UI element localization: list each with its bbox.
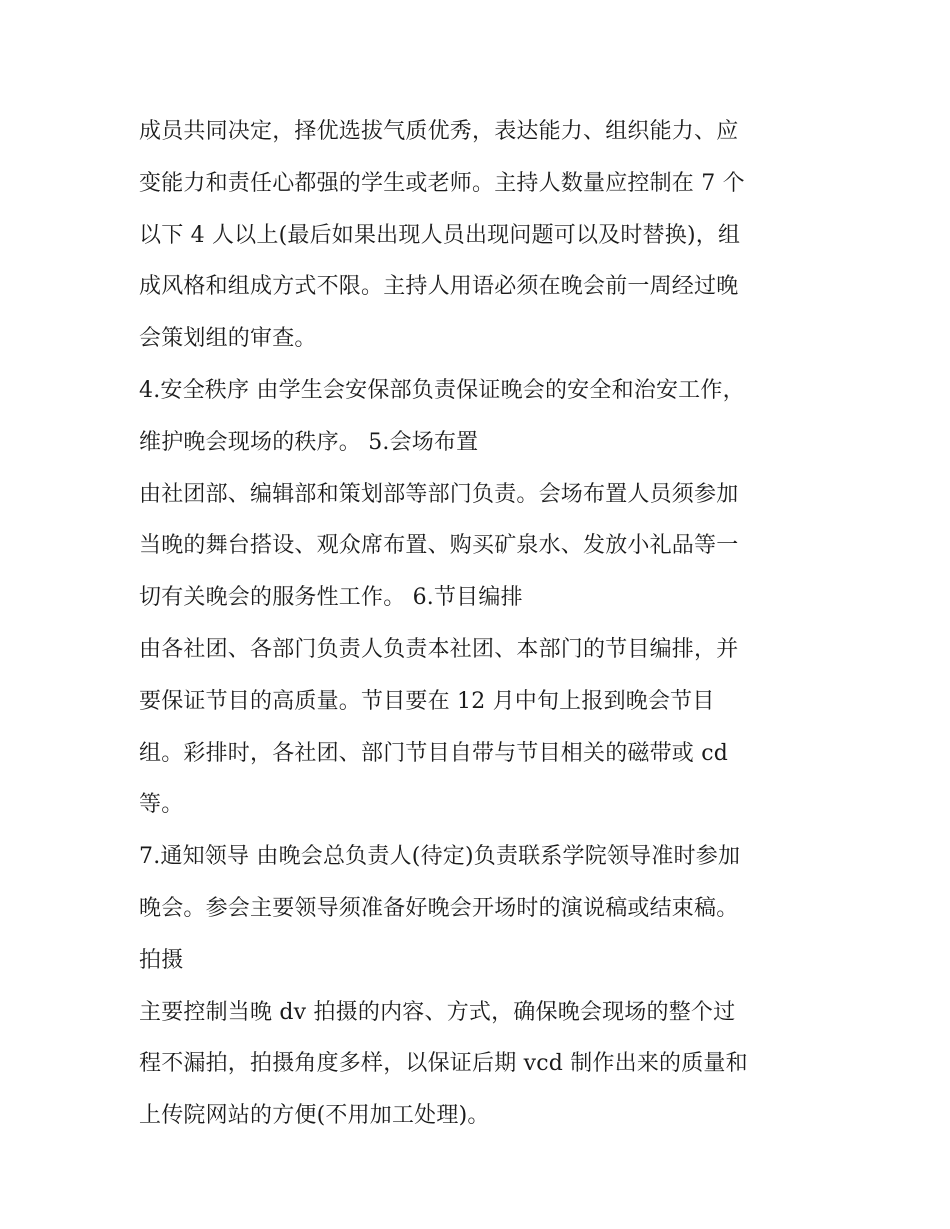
text-line: 当晚的舞台搭设、观众席布置、购买矿泉水、发放小礼品等一 <box>139 533 739 559</box>
text-line: 程不漏拍，拍摄角度多样，以保证后期 vcd 制作出来的质量和 <box>139 1051 748 1077</box>
text-line: 以下 4 人以上(最后如果出现人员出现问题可以及时替换)，组 <box>139 222 741 248</box>
text-line: 上传院网站的方便(不用加工处理)。 <box>139 1103 490 1129</box>
section-heading-notify-leaders: 7.通知领导 由晚会总负责人(待定)负责联系学院领导准时参加 <box>139 844 741 870</box>
text-line: 由社团部、编辑部和策划部等部门负责。会场布置人员须参加 <box>139 481 739 507</box>
text-line: 由各社团、各部门负责人负责本社团、本部门的节目编排，并 <box>139 636 739 662</box>
text-line: 主要控制当晚 dv 拍摄的内容、方式，确保晚会现场的整个过 <box>139 999 736 1025</box>
section-heading-security: 4.安全秩序 由学生会安保部负责保证晚会的安全和治安工作， <box>139 377 745 403</box>
text-line: 晚会。参会主要领导须准备好晚会开场时的演说稿或结束稿。 <box>139 895 739 921</box>
text-line: 等。 <box>139 792 184 818</box>
text-line: 变能力和责任心都强的学生或老师。主持人数量应控制在 7 个 <box>139 170 745 196</box>
document-body <box>139 106 829 1142</box>
text-line: 要保证节目的高质量。节目要在 12 月中旬上报到晚会节目 <box>139 688 715 714</box>
text-line: 维护晚会现场的秩序。 5.会场布置 <box>139 429 479 455</box>
text-line: 会策划组的审查。 <box>139 326 317 352</box>
text-line: 组。彩排时，各社团、部门节目自带与节目相关的磁带或 cd <box>139 740 728 766</box>
text-line: 成员共同决定，择优选拔气质优秀，表达能力、组织能力、应 <box>139 119 739 144</box>
text-line: 切有关晚会的服务性工作。 6.节目编排 <box>139 585 523 611</box>
section-heading-filming: 拍摄 <box>139 947 184 973</box>
text-line: 成风格和组成方式不限。主持人用语必须在晚会前一周经过晚 <box>139 274 739 300</box>
